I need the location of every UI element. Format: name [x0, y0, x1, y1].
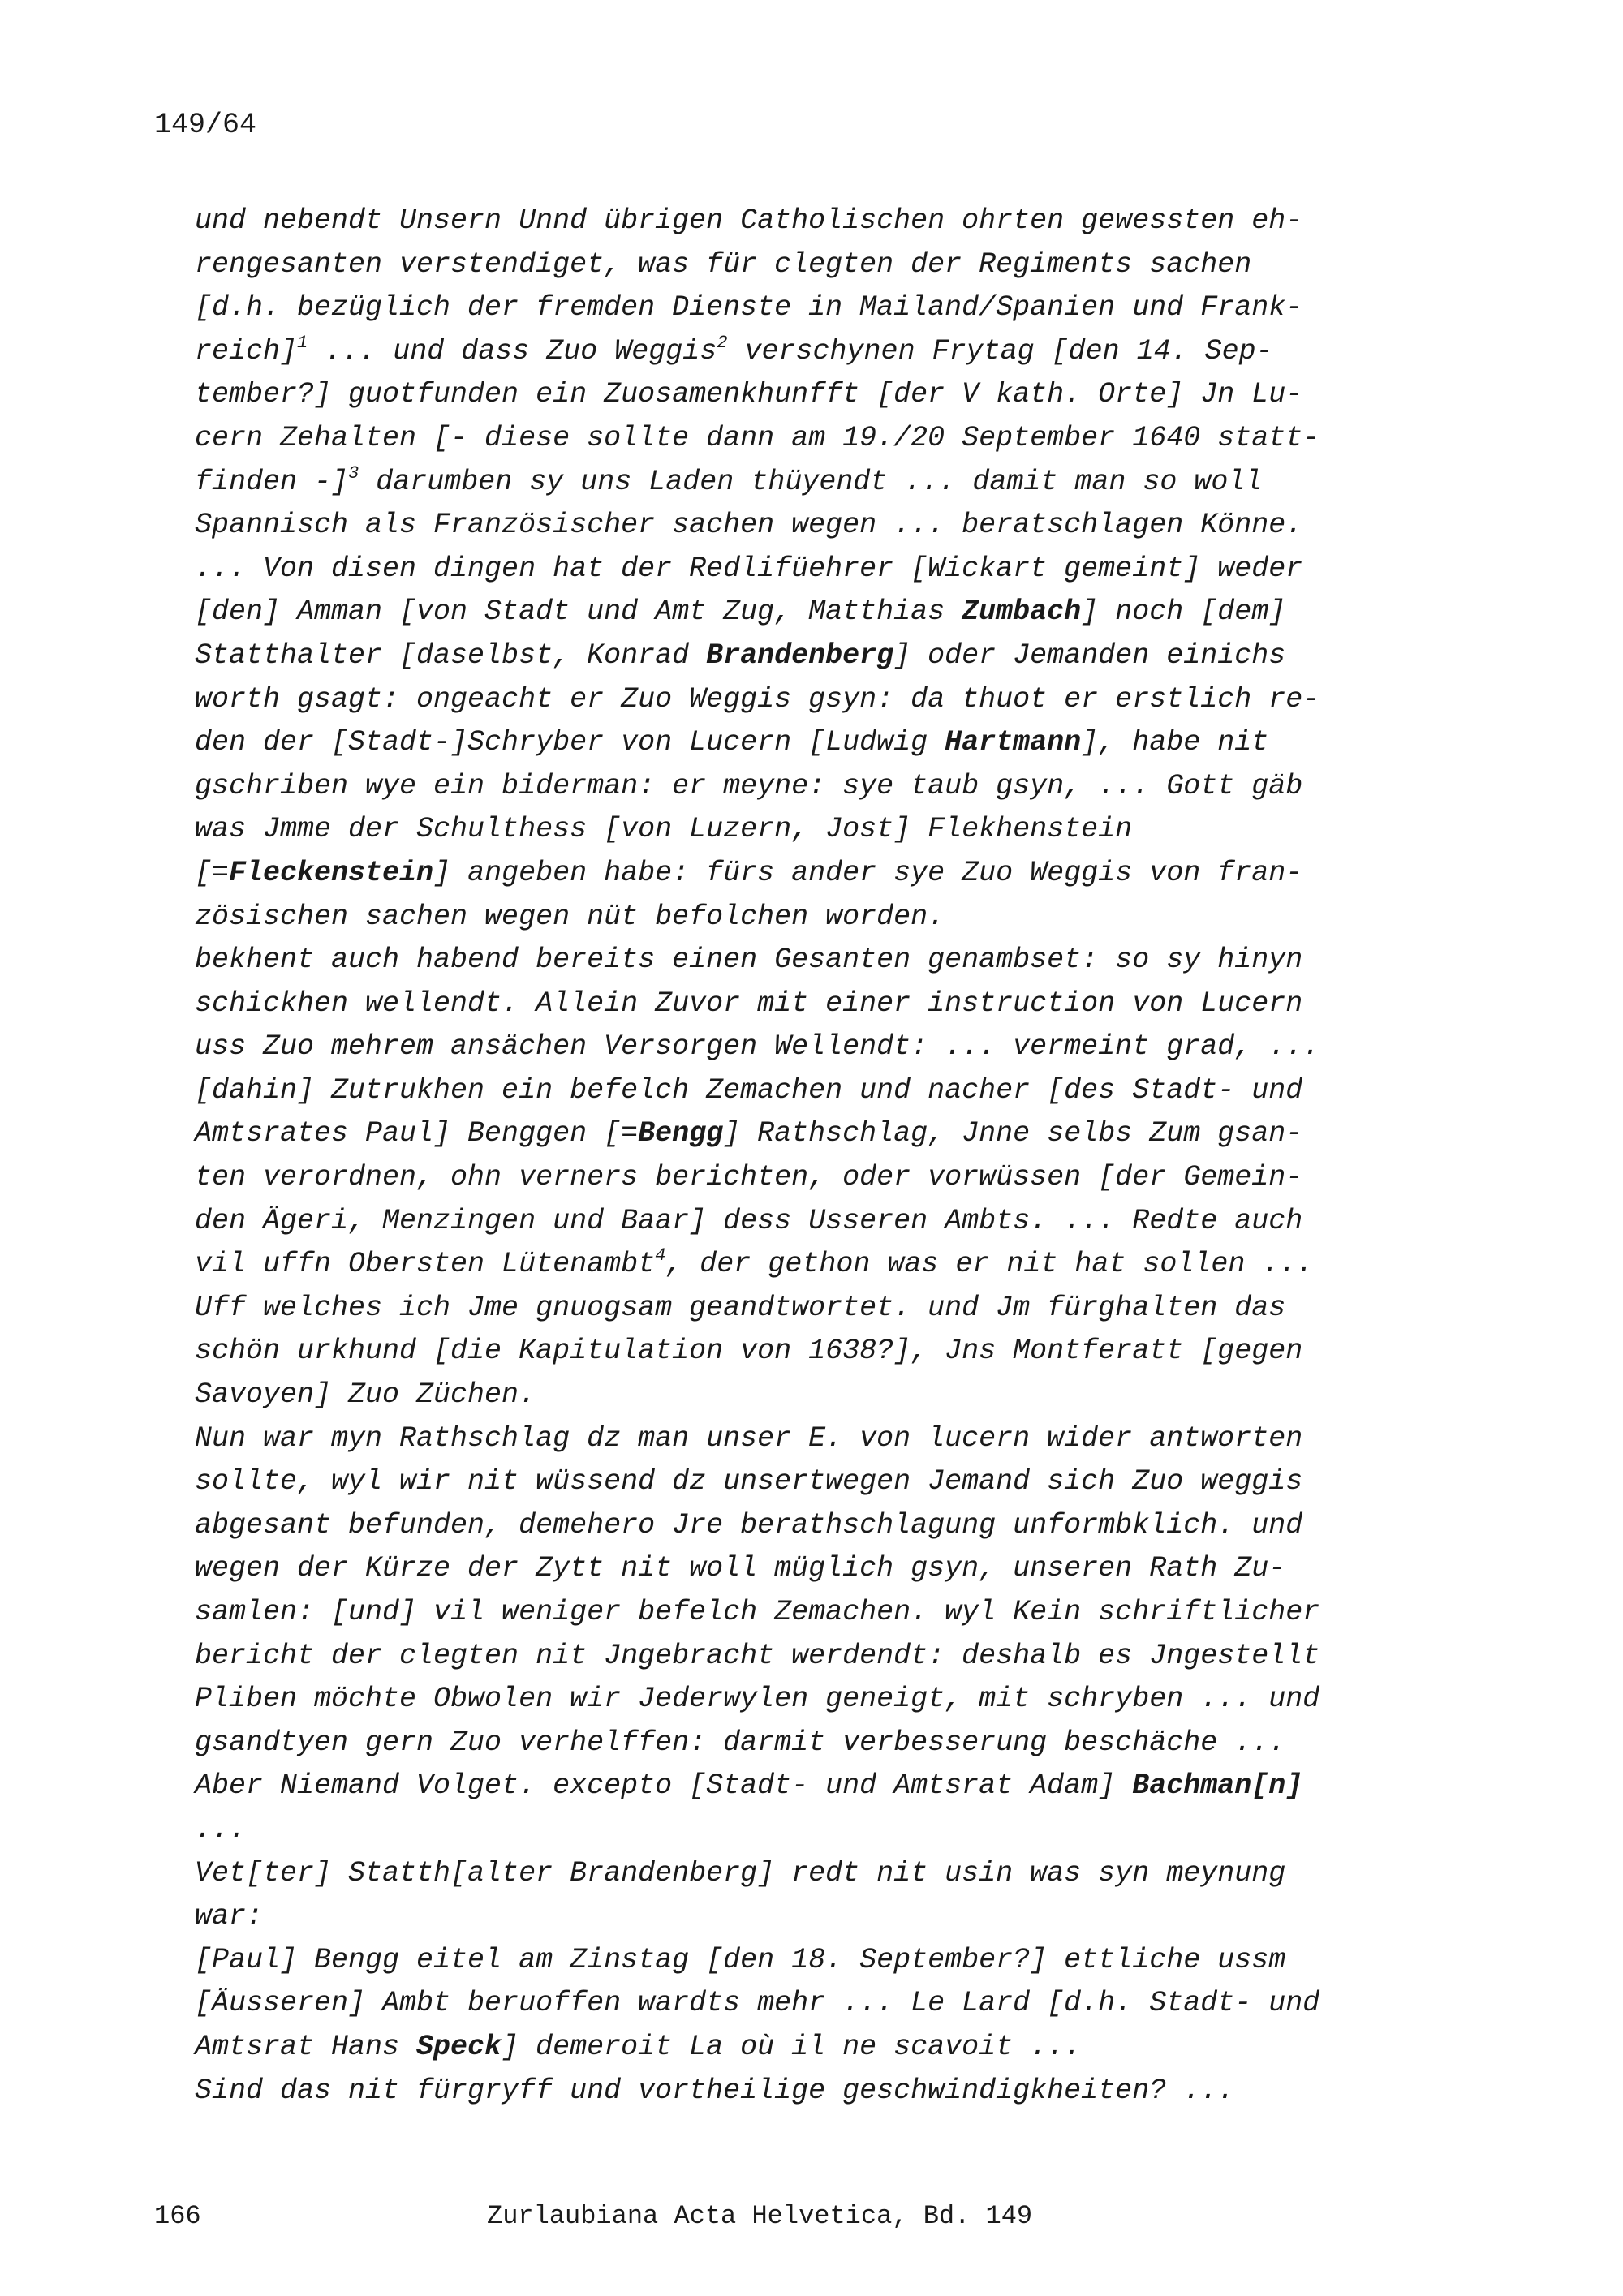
text-segment: ], habe nit [1081, 726, 1269, 759]
text-line [195, 678, 1428, 722]
text-segment: wegen der Kürze der Zytt nit woll müglich gsyn, unseren Rath Zu- [195, 1552, 1286, 1585]
text-segment: ten verordnen, ohn verners berichten, oder vorwüssen [der Gemein- [195, 1161, 1303, 1194]
name-highlight: Hartmann [945, 726, 1082, 759]
text-line [195, 1808, 1428, 1852]
text-segment: den der [Stadt-]Schryber von Lucern [Ludwig [195, 726, 945, 759]
text-line [195, 504, 1428, 548]
text-line [195, 982, 1428, 1026]
footnote-marker: 2 [717, 332, 728, 353]
text-line [195, 1939, 1428, 1983]
text-segment: abgesant befunden, demehero Jre berathschlagung unformbklich. und [195, 1508, 1303, 1541]
text-segment: Vet[ter] Statth[alter Brandenberg] redt nit usin was syn meynung [195, 1856, 1286, 1890]
text-line [195, 243, 1428, 287]
text-segment: finden -] [195, 465, 349, 498]
text-line [195, 1982, 1428, 2026]
text-line [195, 1547, 1428, 1591]
text-segment: Aber Niemand Volget. excepto [Stadt- und Amtsrat Adam] [195, 1769, 1133, 1803]
text-segment: Savoyen] Zuo Züchen. [195, 1378, 536, 1412]
text-line [195, 548, 1428, 591]
text-line [195, 1417, 1428, 1461]
text-segment: bericht der clegten nit Jngebracht werdendt: deshalb es Jngestellt [195, 1639, 1320, 1672]
text-segment: und nebendt Unsern Unnd übrigen Catholischen ohrten gewessten eh- [195, 204, 1303, 237]
text-segment: ... Von disen dingen hat der Redlifüehrer [Wickart gemeint] weder [195, 552, 1303, 585]
text-line [195, 1025, 1428, 1069]
text-line [195, 1460, 1428, 1504]
text-segment: [Paul] Bengg eitel am Zinstag [den 18. September?] ettliche ussm [195, 1943, 1286, 1976]
text-segment: ] oder Jemanden einichs [893, 638, 1286, 672]
text-segment: verschynen Frytag [den 14. Sep- [727, 334, 1273, 368]
text-line [195, 417, 1428, 461]
page-footer [0, 2200, 1623, 2233]
text-segment: den Ägeri, Menzingen und Baar] dess Usseren Ambts. ... Redte auch [195, 1204, 1303, 1237]
text-segment: Amtsrat Hans [195, 2030, 417, 2063]
transcription-text [195, 200, 1428, 2113]
text-line [195, 1243, 1428, 1287]
name-highlight: Brandenberg [706, 638, 894, 672]
text-line [195, 634, 1428, 678]
text-line [195, 373, 1428, 417]
text-line [195, 1678, 1428, 1722]
name-highlight: Speck [416, 2030, 502, 2063]
text-segment: ] Rathschlag, Jnne selbs Zum gsan- [723, 1117, 1303, 1150]
text-line [195, 1852, 1428, 1896]
text-segment: war: [195, 1900, 264, 1933]
text-segment: cern Zehalten [- diese sollte dann am 19./20 September 1640 statt- [195, 421, 1320, 454]
text-segment: worth gsagt: ongeacht er Zuo Weggis gsyn: da thuot er erstlich re- [195, 682, 1320, 716]
text-line [195, 330, 1428, 374]
text-line [195, 1635, 1428, 1679]
text-line [195, 1765, 1428, 1808]
name-highlight: Bengg [638, 1117, 724, 1150]
text-segment: , der gethon was er nit hat sollen ... [665, 1248, 1314, 1281]
text-line [195, 286, 1428, 330]
text-segment: rengesanten verstendiget, was für clegten der Regiments sachen [195, 247, 1252, 281]
text-segment: schön urkhund [die Kapitulation von 1638?], Jns Montferatt [gegen [195, 1335, 1303, 1368]
text-line [195, 765, 1428, 809]
text-line [195, 852, 1428, 896]
text-line [195, 1722, 1428, 1765]
text-segment: samlen: [und] vil weniger befelch Zemachen. wyl Kein schriftlicher [195, 1596, 1320, 1628]
text-segment: uss Zuo mehrem ansächen Versorgen Wellendt: ... vermeint grad, ... [195, 1030, 1320, 1064]
text-segment: ] noch [dem] [1081, 595, 1286, 629]
text-segment: reich] [195, 334, 298, 368]
text-segment: [d.h. bezüglich der fremden Dienste in Mailand/Spanien und Frank- [195, 291, 1303, 325]
text-segment: was Jmme der Schulthess [von Luzern, Jost] Flekhenstein [195, 813, 1133, 846]
footnote-marker: 1 [297, 332, 308, 353]
name-highlight: Bachman[n] [1132, 1769, 1303, 1803]
text-segment: Statthalter [daselbst, Konrad [195, 638, 707, 672]
text-segment: [= [195, 856, 230, 889]
text-line [195, 1200, 1428, 1244]
folio-number: 149/64 [154, 109, 257, 141]
text-segment: schickhen wellendt. Allein Zuvor mit einer instruction von Lucern [195, 987, 1303, 1020]
text-line [195, 1591, 1428, 1635]
text-segment: Pliben möchte Obwolen wir Jederwylen geneigt, mit schryben ... und [195, 1683, 1320, 1716]
text-segment: ... [195, 1812, 247, 1846]
text-line [195, 939, 1428, 982]
text-segment: gschriben wye ein biderman: er meyne: sye taub gsyn, ... Gott gäb [195, 769, 1303, 802]
text-segment: [dahin] Zutrukhen ein befelch Zemachen und nacher [des Stadt- und [195, 1073, 1303, 1107]
footnote-marker: 4 [655, 1245, 666, 1266]
text-line [195, 591, 1428, 634]
text-segment: Uff welches ich Jme gnuogsam geandtwortet. und Jm fürghalten das [195, 1291, 1286, 1324]
text-segment: Amtsrates Paul] Benggen [= [195, 1117, 639, 1150]
page-number: 166 [154, 2201, 201, 2231]
text-line [195, 461, 1428, 505]
text-segment: bekhent auch habend bereits einen Gesanten genambset: so sy hinyn [195, 944, 1303, 977]
text-segment: [Äusseren] Ambt beruoffen wardts mehr ... Le Lard [d.h. Stadt- und [195, 1987, 1320, 2020]
text-line [195, 2070, 1428, 2113]
footnote-marker: 3 [348, 462, 359, 484]
text-segment: tember?] guotfunden ein Zuosamenkhunfft [der V kath. Orte] Jn Lu- [195, 378, 1303, 411]
name-highlight: Zumbach [962, 595, 1082, 629]
text-segment: ] angeben habe: fürs ander sye Zuo Weggis von fran- [433, 856, 1303, 889]
text-line [195, 1330, 1428, 1374]
text-line [195, 2026, 1428, 2070]
text-segment: [den] Amman [von Stadt und Amt Zug, Matthias [195, 595, 962, 629]
text-segment: Sind das nit fürgryff und vortheilige geschwindigkheiten? ... [195, 2074, 1235, 2107]
text-segment: Spannisch als Französischer sachen wegen ... beratschlagen Könne. [195, 509, 1303, 542]
text-line [195, 1287, 1428, 1331]
text-segment: darumben sy uns Laden thüyendt ... damit man so woll [359, 465, 1263, 498]
text-line [195, 1069, 1428, 1113]
text-line [195, 1504, 1428, 1548]
text-segment: gsandtyen gern Zuo verhelffen: darmit verbesserung beschäche ... [195, 1726, 1286, 1759]
text-line [195, 808, 1428, 852]
text-line [195, 1112, 1428, 1156]
text-segment: vil uffn Obersten Lütenambt [195, 1248, 656, 1281]
text-segment: Nun war myn Rathschlag dz man unser E. von lucern wider antworten [195, 1421, 1303, 1455]
text-line [195, 1895, 1428, 1939]
journal-title: Zurlaubiana Acta Helvetica, Bd. 149 [487, 2201, 1033, 2231]
text-segment: sollte, wyl wir nit wüssend dz unsertwegen Jemand sich Zuo weggis [195, 1465, 1303, 1498]
text-segment: ... und dass Zuo Weggis [308, 334, 717, 368]
name-highlight: Fleckenstein [229, 856, 434, 889]
text-segment: zösischen sachen wegen nüt befolchen worden. [195, 900, 945, 933]
text-line [195, 1374, 1428, 1417]
text-line [195, 896, 1428, 939]
text-line [195, 200, 1428, 243]
text-segment: ] demeroit La où il ne scavoit ... [502, 2030, 1082, 2063]
text-line [195, 721, 1428, 765]
text-line [195, 1156, 1428, 1200]
